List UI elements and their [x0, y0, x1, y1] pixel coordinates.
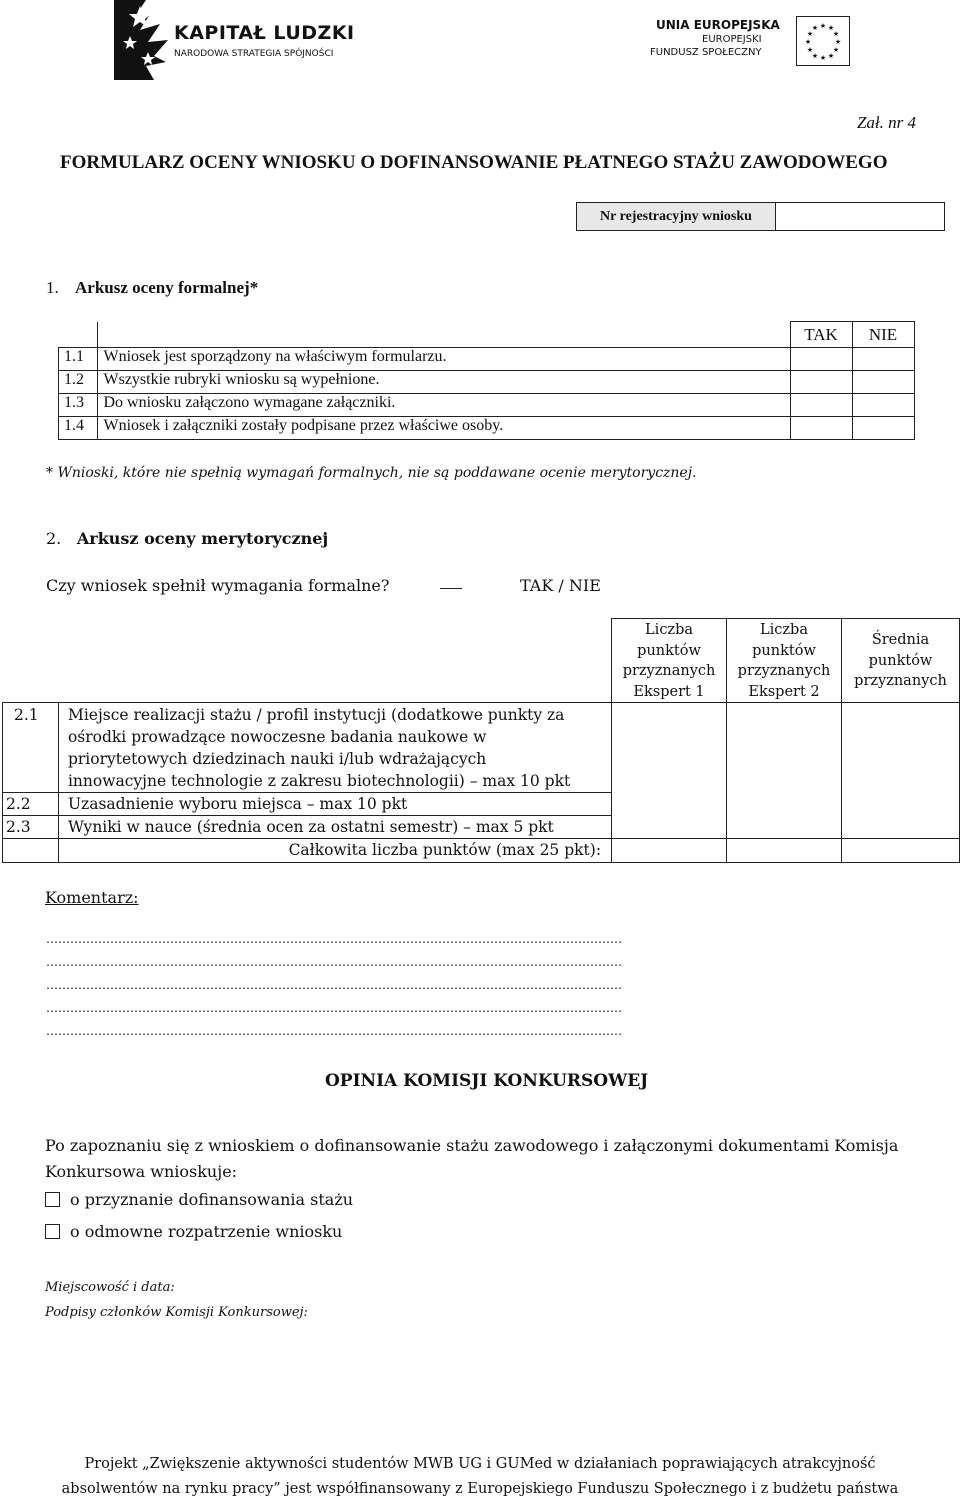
expert2-score-cell[interactable] — [727, 793, 842, 816]
row-text-line: ośrodki prowadzące nowoczesne badania naukowe w — [67, 728, 487, 746]
empty-cell — [58, 619, 611, 703]
col-expert1-line: Liczba — [645, 622, 694, 638]
col-yes: TAK — [790, 322, 852, 348]
registration-label: Nr rejestracyjny wniosku — [577, 203, 776, 231]
expert1-total-cell[interactable] — [612, 839, 727, 863]
opinion-intro — [45, 1133, 898, 1185]
merit-assessment-table — [2, 618, 960, 863]
registration-number-field[interactable] — [776, 203, 945, 231]
section2-number: 2. — [46, 529, 62, 548]
no-cell[interactable] — [852, 371, 914, 394]
expert1-score-cell[interactable] — [612, 793, 727, 816]
total-row — [3, 839, 960, 863]
col-average-line: punktów — [868, 652, 933, 669]
comment-line[interactable]: ……………………………………………………………………………………………………………………………… — [46, 1024, 622, 1038]
row-text-line: priorytetowych dziedzinach nauki i/lub wdrażających — [67, 750, 487, 768]
row-number: 1.4 — [59, 417, 98, 440]
section1-title: Arkusz oceny formalnej* — [75, 278, 259, 297]
svg-text:★: ★ — [827, 52, 835, 60]
ue-efs-logo — [650, 14, 850, 70]
footer — [0, 1452, 960, 1502]
comment-line[interactable]: ……………………………………………………………………………………………………………………………… — [46, 955, 622, 969]
footer-line: Projekt „Zwiększenie aktywności studentów MWB UG i GUMed w działaniach poprawiających atrakcyjność — [84, 1456, 876, 1472]
row-number: 1.3 — [59, 394, 98, 417]
average-total-cell[interactable] — [841, 839, 959, 863]
row-number: 2.2 — [3, 793, 59, 816]
total-label: Całkowita liczba punktów (max 25 pkt): — [58, 839, 611, 863]
svg-text:★: ★ — [834, 38, 842, 46]
expert2-total-cell[interactable] — [727, 839, 842, 863]
table-row — [59, 348, 915, 371]
opinion-title: OPINIA KOMISJI KONKURSOWEJ — [325, 1071, 649, 1091]
expert1-score-cell[interactable] — [612, 816, 727, 839]
row-text — [58, 816, 611, 839]
empty-cell — [3, 619, 59, 703]
option-refuse-label: o odmowne rozpatrzenie wniosku — [70, 1222, 343, 1241]
row-text — [58, 793, 611, 816]
empty-cell — [97, 322, 790, 348]
col-expert2-line: Ekspert 2 — [748, 683, 820, 700]
row-text: Wniosek i załączniki zostały podpisane przez właściwe osoby. — [97, 417, 790, 440]
average-score-cell[interactable] — [841, 793, 959, 816]
signatures-label: Podpisy członków Komisji Konkursowej: — [45, 1305, 308, 1320]
expert2-score-cell[interactable] — [727, 703, 842, 793]
svg-text:★: ★ — [811, 52, 819, 60]
svg-text:★: ★ — [819, 22, 827, 30]
empty-cell — [3, 839, 59, 863]
col-average-line: Średnia — [871, 632, 930, 648]
formal-assessment-table — [58, 321, 915, 440]
dash-separator — [440, 588, 462, 589]
page-title: FORMULARZ OCENY WNIOSKU O DOFINANSOWANIE PŁATNEGO STAŻU ZAWODOWEGO — [60, 152, 888, 173]
col-expert2-line: punktów — [752, 642, 816, 659]
kapital-ludzki-logo — [110, 0, 360, 80]
section2-heading — [46, 529, 328, 548]
ue-title: UNIA EUROPEJSKA — [656, 18, 780, 32]
section1-heading — [46, 278, 258, 298]
row-text: Wniosek jest sporządzony na właściwym formularzu. — [97, 348, 790, 371]
row-text: Do wniosku załączono wymagane załączniki. — [97, 394, 790, 417]
yes-cell[interactable] — [790, 371, 852, 394]
col-expert1-line: przyznanych — [622, 663, 716, 679]
col-expert2-line: przyznanych — [737, 663, 831, 679]
formal-footnote: * Wnioski, które nie spełnią wymagań formalnych, nie są poddawane ocenie merytorycznej. — [46, 465, 697, 481]
registration-table — [576, 202, 945, 231]
section2-title: Arkusz oceny merytorycznej — [76, 529, 329, 548]
footer-line: absolwentów na rynku pracy” jest współfinansowany z Europejskiego Funduszu Społecznego i z budżetu państwa — [61, 1481, 899, 1497]
attachment-label: Zał. nr 4 — [856, 113, 916, 132]
col-expert1-line: Ekspert 1 — [633, 683, 705, 700]
yes-cell[interactable] — [790, 348, 852, 371]
efs-subtitle: FUNDUSZ SPOŁECZNY — [650, 47, 762, 58]
formal-question: Czy wniosek spełnił wymagania formalne? — [46, 576, 390, 595]
col-expert2 — [727, 619, 842, 703]
comment-line[interactable]: ……………………………………………………………………………………………………………………………… — [46, 932, 622, 946]
svg-text:★: ★ — [804, 38, 812, 46]
table-row — [59, 417, 915, 440]
kapital-ludzki-title: KAPITAŁ LUDZKI — [174, 22, 355, 44]
row-text-line: Wyniki w nauce (średnia ocen za ostatni semestr) – max 5 pkt — [67, 818, 554, 836]
no-cell[interactable] — [852, 417, 914, 440]
average-score-cell[interactable] — [841, 703, 959, 793]
row-number: 1.1 — [59, 348, 98, 371]
svg-text:★: ★ — [806, 30, 814, 38]
expert2-score-cell[interactable] — [727, 816, 842, 839]
svg-text:★: ★ — [832, 46, 840, 54]
eu-flag-icon — [796, 16, 850, 66]
empty-cell — [59, 322, 98, 348]
no-cell[interactable] — [852, 348, 914, 371]
formal-answer: TAK / NIE — [520, 576, 601, 595]
col-average-line: przyznanych — [854, 673, 947, 689]
col-expert2-line: Liczba — [760, 622, 808, 638]
svg-text:★: ★ — [827, 24, 835, 32]
table-row — [59, 394, 915, 417]
average-score-cell[interactable] — [841, 816, 959, 839]
row-text: Wszystkie rubryki wniosku są wypełnione. — [97, 371, 790, 394]
section1-number: 1. — [46, 278, 59, 297]
row-text-line: innowacyjne technologie z zakresu biotechnologii) – max 10 pkt — [67, 772, 571, 790]
svg-text:★: ★ — [832, 30, 840, 38]
svg-text:★: ★ — [819, 54, 827, 62]
comment-lines — [46, 932, 912, 1047]
row-number: 2.1 — [3, 703, 59, 793]
grant-checkbox[interactable] — [45, 1192, 60, 1207]
opinion-intro-line: Po zapoznaniu się z wnioskiem o dofinansowanie stażu zawodowego i załączonymi dokumentami Komisja — [45, 1136, 899, 1155]
row-text-line: Miejsce realizacji stażu / profil instytucji (dodatkowe punkty za — [67, 706, 565, 724]
expert1-score-cell[interactable] — [612, 703, 727, 793]
comment-label: Komentarz: — [45, 888, 139, 907]
col-average — [841, 619, 959, 703]
svg-text:★: ★ — [811, 24, 819, 32]
opinion-intro-line: Konkursowa wnioskuje: — [45, 1162, 238, 1181]
kapital-ludzki-subtitle: NARODOWA STRATEGIA SPÓJNOŚCI — [174, 49, 334, 59]
ue-subtitle: EUROPEJSKI — [702, 34, 762, 45]
option-grant[interactable] — [45, 1190, 353, 1209]
table-row — [59, 371, 915, 394]
kapital-ludzki-emblem — [110, 0, 172, 80]
refuse-checkbox[interactable] — [45, 1224, 60, 1239]
option-grant-label: o przyznanie dofinansowania stażu — [70, 1190, 354, 1209]
comment-line[interactable]: ……………………………………………………………………………………………………………………………… — [46, 978, 622, 992]
svg-text:★: ★ — [806, 46, 814, 54]
row-text-line: Uzasadnienie wyboru miejsca – max 10 pkt — [67, 795, 408, 813]
row-text — [58, 703, 611, 793]
no-cell[interactable] — [852, 394, 914, 417]
yes-cell[interactable] — [790, 394, 852, 417]
row-number: 1.2 — [59, 371, 98, 394]
comment-line[interactable]: ……………………………………………………………………………………………………………………………… — [46, 1001, 622, 1015]
table-row — [3, 816, 960, 839]
option-refuse[interactable] — [45, 1222, 342, 1241]
row-number: 2.3 — [3, 816, 59, 839]
col-expert1 — [612, 619, 727, 703]
table-row — [3, 703, 960, 793]
col-expert1-line: punktów — [637, 642, 701, 659]
table-row — [3, 793, 960, 816]
yes-cell[interactable] — [790, 417, 852, 440]
col-no: NIE — [852, 322, 914, 348]
place-date-label: Miejscowość i data: — [45, 1280, 175, 1295]
